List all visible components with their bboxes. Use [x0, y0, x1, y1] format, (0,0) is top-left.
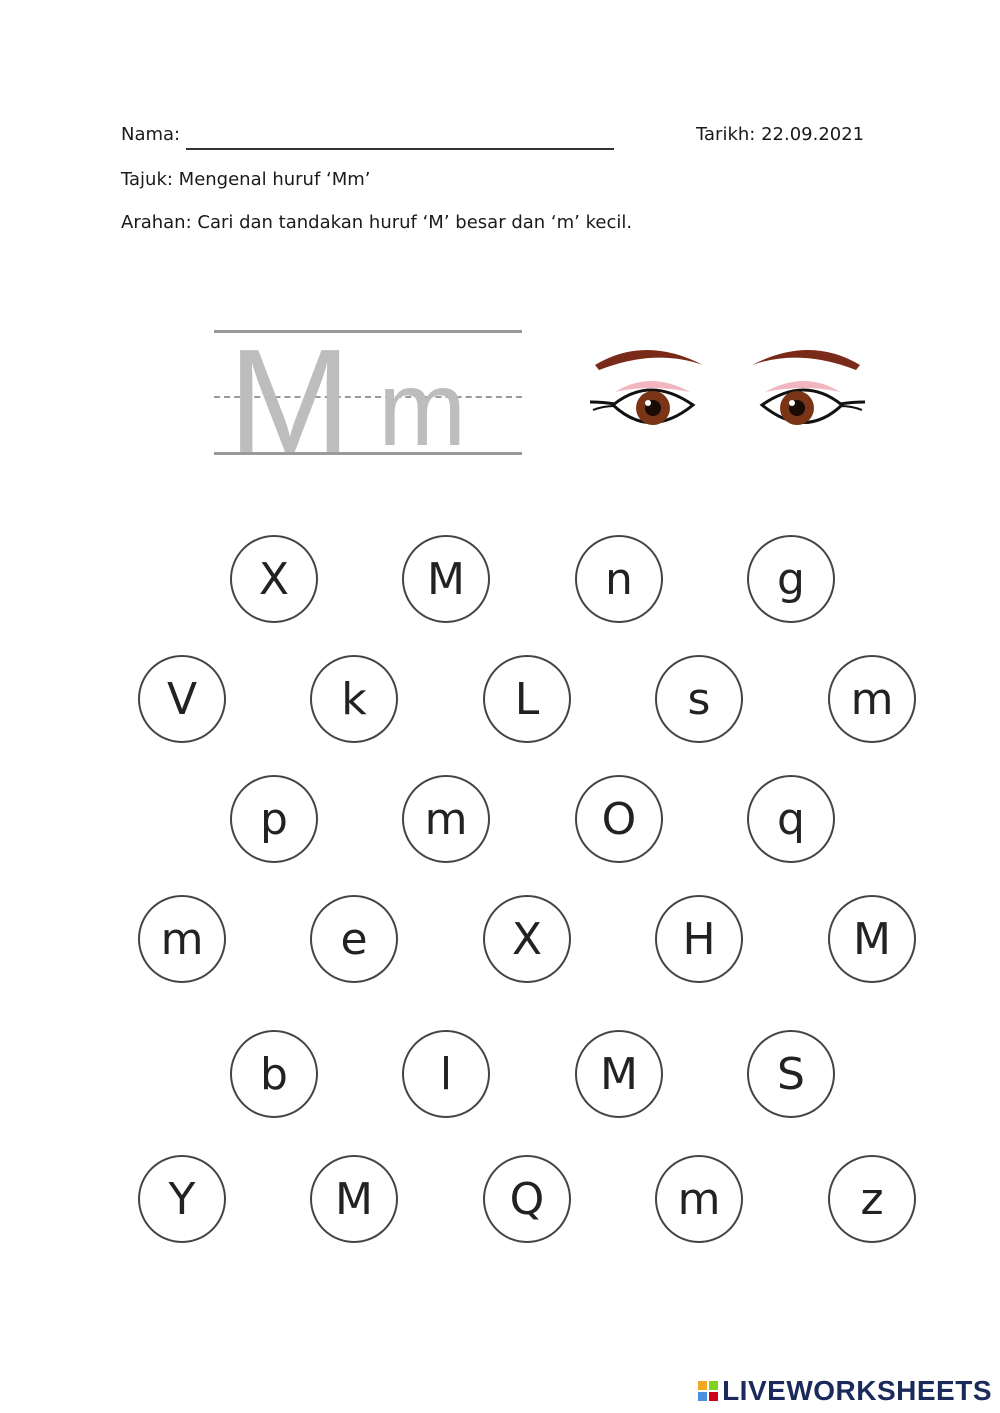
letter-circle[interactable]: q — [747, 775, 835, 863]
letter-circle[interactable]: m — [655, 1155, 743, 1243]
letter-circle[interactable]: M — [402, 535, 490, 623]
letter-circle[interactable]: H — [655, 895, 743, 983]
letter-circle[interactable]: k — [310, 655, 398, 743]
liveworksheets-logo — [698, 1375, 992, 1407]
letter-circle[interactable]: S — [747, 1030, 835, 1118]
hero-lowercase-letter: m — [378, 350, 467, 468]
letter-circle[interactable]: O — [575, 775, 663, 863]
letter-circle[interactable]: g — [747, 535, 835, 623]
hero-uppercase-letter: M — [228, 319, 352, 484]
logo-mark-icon — [698, 1381, 718, 1401]
letter-circle[interactable]: m — [402, 775, 490, 863]
letter-tracing-guide — [210, 318, 530, 484]
right-eye-highlight — [789, 400, 795, 406]
letter-circle[interactable]: M — [575, 1030, 663, 1118]
letter-circle[interactable]: n — [575, 535, 663, 623]
instruction-text: Arahan: Cari dan tandakan huruf ‘M’ besar dan ‘m’ kecil. — [121, 212, 633, 233]
letter-circle[interactable]: V — [138, 655, 226, 743]
letter-circle[interactable]: l — [402, 1030, 490, 1118]
left-eye-highlight — [645, 400, 651, 406]
letter-circle[interactable]: M — [310, 1155, 398, 1243]
letter-circle[interactable]: m — [138, 895, 226, 983]
letter-circle[interactable]: M — [828, 895, 916, 983]
letter-circle[interactable]: X — [483, 895, 571, 983]
letter-circle[interactable]: p — [230, 775, 318, 863]
name-blank-line[interactable] — [186, 148, 614, 150]
name-label: Nama: — [121, 124, 181, 145]
letter-circle[interactable]: Y — [138, 1155, 226, 1243]
eyes-illustration — [585, 340, 870, 445]
letter-circle[interactable]: m — [828, 655, 916, 743]
letter-circle[interactable]: z — [828, 1155, 916, 1243]
worksheet-title: Tajuk: Mengenal huruf ‘Mm’ — [121, 169, 371, 190]
letter-circle[interactable]: L — [483, 655, 571, 743]
left-eyebrow — [595, 350, 703, 370]
right-eyebrow — [752, 350, 860, 370]
letter-circle[interactable]: b — [230, 1030, 318, 1118]
letter-circle[interactable]: Q — [483, 1155, 571, 1243]
letter-circle[interactable]: s — [655, 655, 743, 743]
logo-text: LIVEWORKSHEETS — [722, 1375, 992, 1406]
date-label: Tarikh: 22.09.2021 — [696, 124, 865, 145]
letter-circle[interactable]: X — [230, 535, 318, 623]
letter-circle[interactable]: e — [310, 895, 398, 983]
